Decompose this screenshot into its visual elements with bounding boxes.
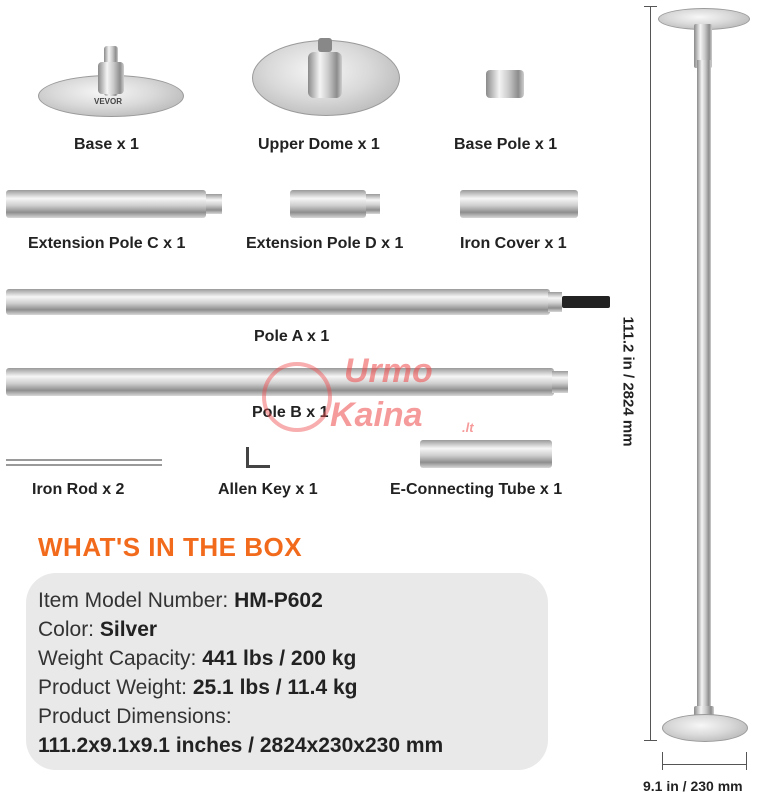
spec-capacity [38, 647, 356, 671]
iron-cover-image [460, 190, 578, 218]
spec-weight [38, 676, 357, 700]
label-pole-b: Pole B x 1 [252, 404, 329, 421]
pole-shaft [697, 60, 711, 720]
spec-dims-value-text: 111.2x9.1x9.1 inches / 2824x230x230 mm [38, 734, 444, 757]
spec-model-label: Item Model Number: [38, 589, 235, 612]
spec-color-label: Color: [38, 618, 100, 641]
label-extension-pole-d: Extension Pole D x 1 [246, 235, 404, 252]
spec-model [38, 589, 323, 613]
label-extension-pole-c: Extension Pole C x 1 [28, 235, 186, 252]
spec-model-value: HM-P602 [234, 589, 323, 612]
extension-pole-c-image [6, 190, 206, 218]
label-allen-key: Allen Key x 1 [218, 481, 318, 498]
spec-dims-label: Product Dimensions: [38, 705, 232, 728]
label-pole-a: Pole A x 1 [254, 328, 330, 345]
spec-color-value: Silver [99, 618, 158, 641]
spec-capacity-value: 441 lbs / 200 kg [202, 647, 357, 670]
cart-icon [262, 362, 332, 432]
label-base-pole: Base Pole x 1 [454, 136, 558, 153]
watermark-suffix: .lt [462, 420, 474, 435]
height-label: 111.2 in / 2824 mm [619, 316, 637, 447]
spec-color [38, 618, 157, 642]
spec-weight-label: Product Weight: [38, 676, 193, 699]
extension-pole-d-image [290, 190, 366, 218]
watermark-line1: Urmo [344, 352, 433, 390]
e-connecting-tube-image [420, 440, 552, 468]
width-label: 9.1 in / 230 mm [643, 778, 743, 794]
bottom-base [662, 714, 748, 742]
base-logo: VEVOR [94, 97, 123, 106]
label-e-connecting-tube: E-Connecting Tube x 1 [390, 481, 563, 498]
label-upper-dome: Upper Dome x 1 [258, 136, 380, 153]
label-iron-cover: Iron Cover x 1 [460, 235, 567, 252]
label-base: Base x 1 [74, 136, 139, 153]
label-iron-rod: Iron Rod x 2 [32, 481, 125, 498]
spec-dims-value [38, 734, 443, 758]
spec-capacity-label: Weight Capacity: [38, 647, 203, 670]
spec-weight-value: 25.1 lbs / 11.4 kg [192, 676, 358, 699]
watermark-line2: Kaina [330, 396, 423, 434]
section-headline: WHAT'S IN THE BOX [38, 532, 303, 562]
